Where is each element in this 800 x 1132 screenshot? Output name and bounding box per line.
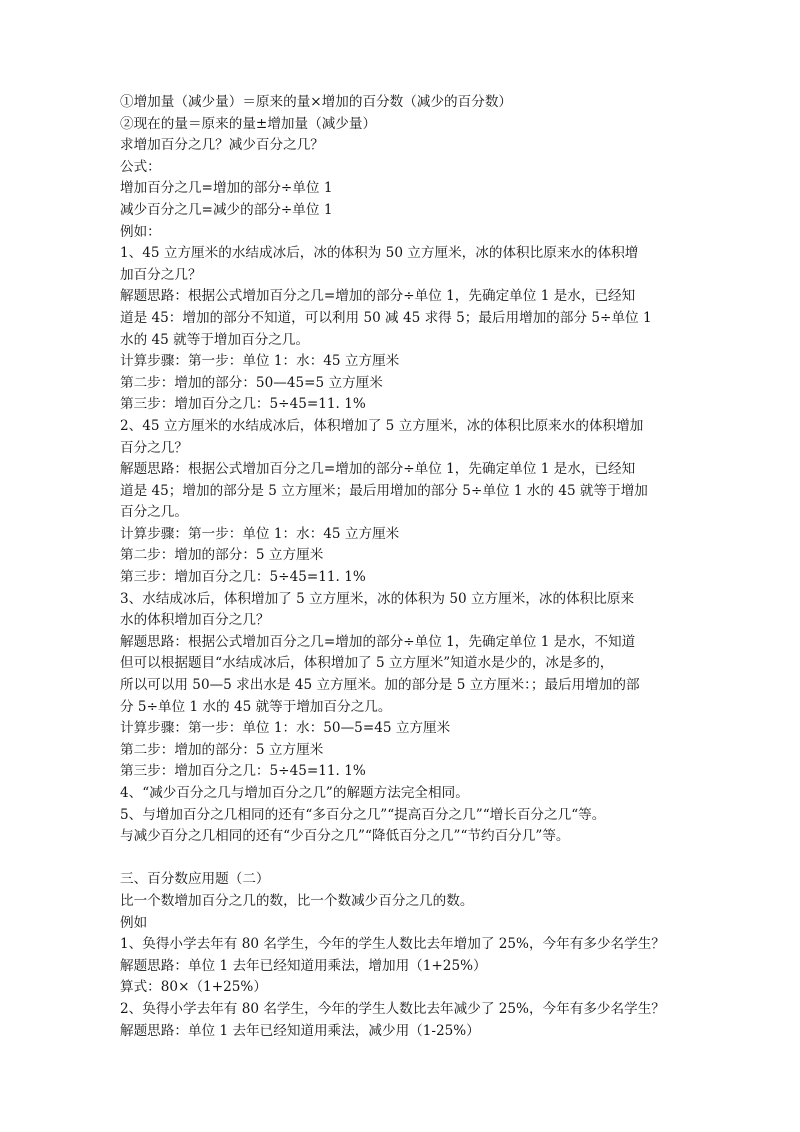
- text-line: 解题思路：根据公式增加百分之几=增加的部分÷单位 1，先确定单位 1 是水，不知道: [120, 633, 636, 650]
- document-page: [120, 92, 700, 1042]
- text-line: ①增加量（减少量）＝原来的量×增加的百分数（减少的百分数）: [120, 94, 513, 110]
- text-line: 1、45 立方厘米的水结成冰后，冰的体积为 50 立方厘米，冰的体积比原来水的体积增: [120, 245, 639, 262]
- text-line: ②现在的量＝原来的量±增加量（减少量）: [120, 115, 377, 132]
- text-line: 但可以根据题目“水结成冰后，体积增加了 5 立方厘米”知道水是少的，冰是多的，: [120, 655, 614, 672]
- text-line: 分 5÷单位 1 水的 45 就等于增加百分之几。: [120, 698, 392, 715]
- text-line: 求增加百分之几？减少百分之几？: [120, 137, 324, 154]
- text-line: 算式：80×（1+25%）: [120, 979, 267, 996]
- text-line: 2、奂得小学去年有 80 名学生，今年的学生人数比去年减少了 25%，今年有多少名学生？: [120, 1000, 665, 1017]
- text-line: 百分之几？: [120, 439, 188, 456]
- text-line: 计算步骤：第一步：单位 1：水：45 立方厘米: [120, 353, 400, 370]
- text-line: 例如: [120, 914, 148, 931]
- blank-line: [120, 848, 700, 870]
- text-line: 所以可以用 50—5 求出水是 45 立方厘米。加的部分是 5 立方厘米：；最后用增加的部: [120, 677, 640, 694]
- text-line: 水的 45 就等于增加百分之几。: [120, 331, 310, 348]
- text-line: 例如：: [120, 223, 161, 240]
- text-line: 增加百分之几=增加的部分÷单位 1: [120, 180, 333, 197]
- text-line: 4、“减少百分之几与增加百分之几”的解题方法完全相同。: [120, 785, 469, 801]
- text-line: 第三步：增加百分之几：5÷45=11. 1%: [120, 396, 366, 413]
- text-line: 与减少百分之几相同的还有“少百分之几”“降低百分之几”“节约百分几”等。: [120, 828, 570, 845]
- text-line: 加百分之几？: [120, 266, 202, 283]
- text-line: 3、水结成冰后，体积增加了 5 立方厘米，冰的体积为 50 立方厘米，冰的体积比原来: [120, 590, 635, 607]
- text-line: 道是 45；增加的部分是 5 立方厘米；最后用增加的部分 5÷单位 1 水的 45 就等于增加: [120, 482, 648, 499]
- text-line: 第三步：增加百分之几：5÷45=11. 1%: [120, 763, 366, 780]
- text-line: 5、与增加百分之几相同的还有“多百分之几”“提高百分之几”“增长百分之几“等。: [120, 806, 606, 823]
- text-line: 水的体积增加百分之几？: [120, 612, 270, 629]
- text-line: 第三步：增加百分之几：5÷45=11. 1%: [120, 569, 366, 586]
- text-line: 比一个数增加百分之几的数，比一个数减少百分之几的数。: [120, 892, 474, 909]
- text-line: 1、奂得小学去年有 80 名学生，今年的学生人数比去年增加了 25%，今年有多少名学生？: [120, 936, 665, 953]
- text-line: 解题思路：根据公式增加百分之几=增加的部分÷单位 1，先确定单位 1 是水，已经知: [120, 461, 636, 478]
- text-line: 计算步骤：第一步：单位 1：水：50—5=45 立方厘米: [120, 720, 451, 737]
- text-line: 道是 45：增加的部分不知道，可以利用 50 减 45 求得 5；最后用增加的部分 5÷单位 1: [120, 309, 652, 326]
- text-line: 解题思路：单位 1 去年已经知道用乘法，减少用（1-25%）: [120, 1022, 480, 1039]
- text-line: 解题思路：根据公式增加百分之几=增加的部分÷单位 1，先确定单位 1 是水，已经知: [120, 288, 636, 305]
- text-line: 解题思路：单位 1 去年已经知道用乘法，增加用（1+25%）: [120, 957, 487, 974]
- text-line: 第二步：增加的部分：5 立方厘米: [120, 741, 324, 758]
- text-line: 百分之几。: [120, 504, 188, 521]
- text-line: 第二步：增加的部分：5 立方厘米: [120, 547, 324, 564]
- text-line: 第二步：增加的部分：50—45=5 立方厘米: [120, 374, 383, 391]
- text-line: 公式：: [120, 158, 161, 175]
- text-line: 计算步骤：第一步：单位 1：水：45 立方厘米: [120, 525, 400, 542]
- section-heading: 三、百分数应用题（二）: [120, 871, 270, 888]
- text-line: 减少百分之几=减少的部分÷单位 1: [120, 201, 333, 218]
- text-line: 2、45 立方厘米的水结成冰后，体积增加了 5 立方厘米，冰的体积比原来水的体积增加: [120, 417, 644, 434]
